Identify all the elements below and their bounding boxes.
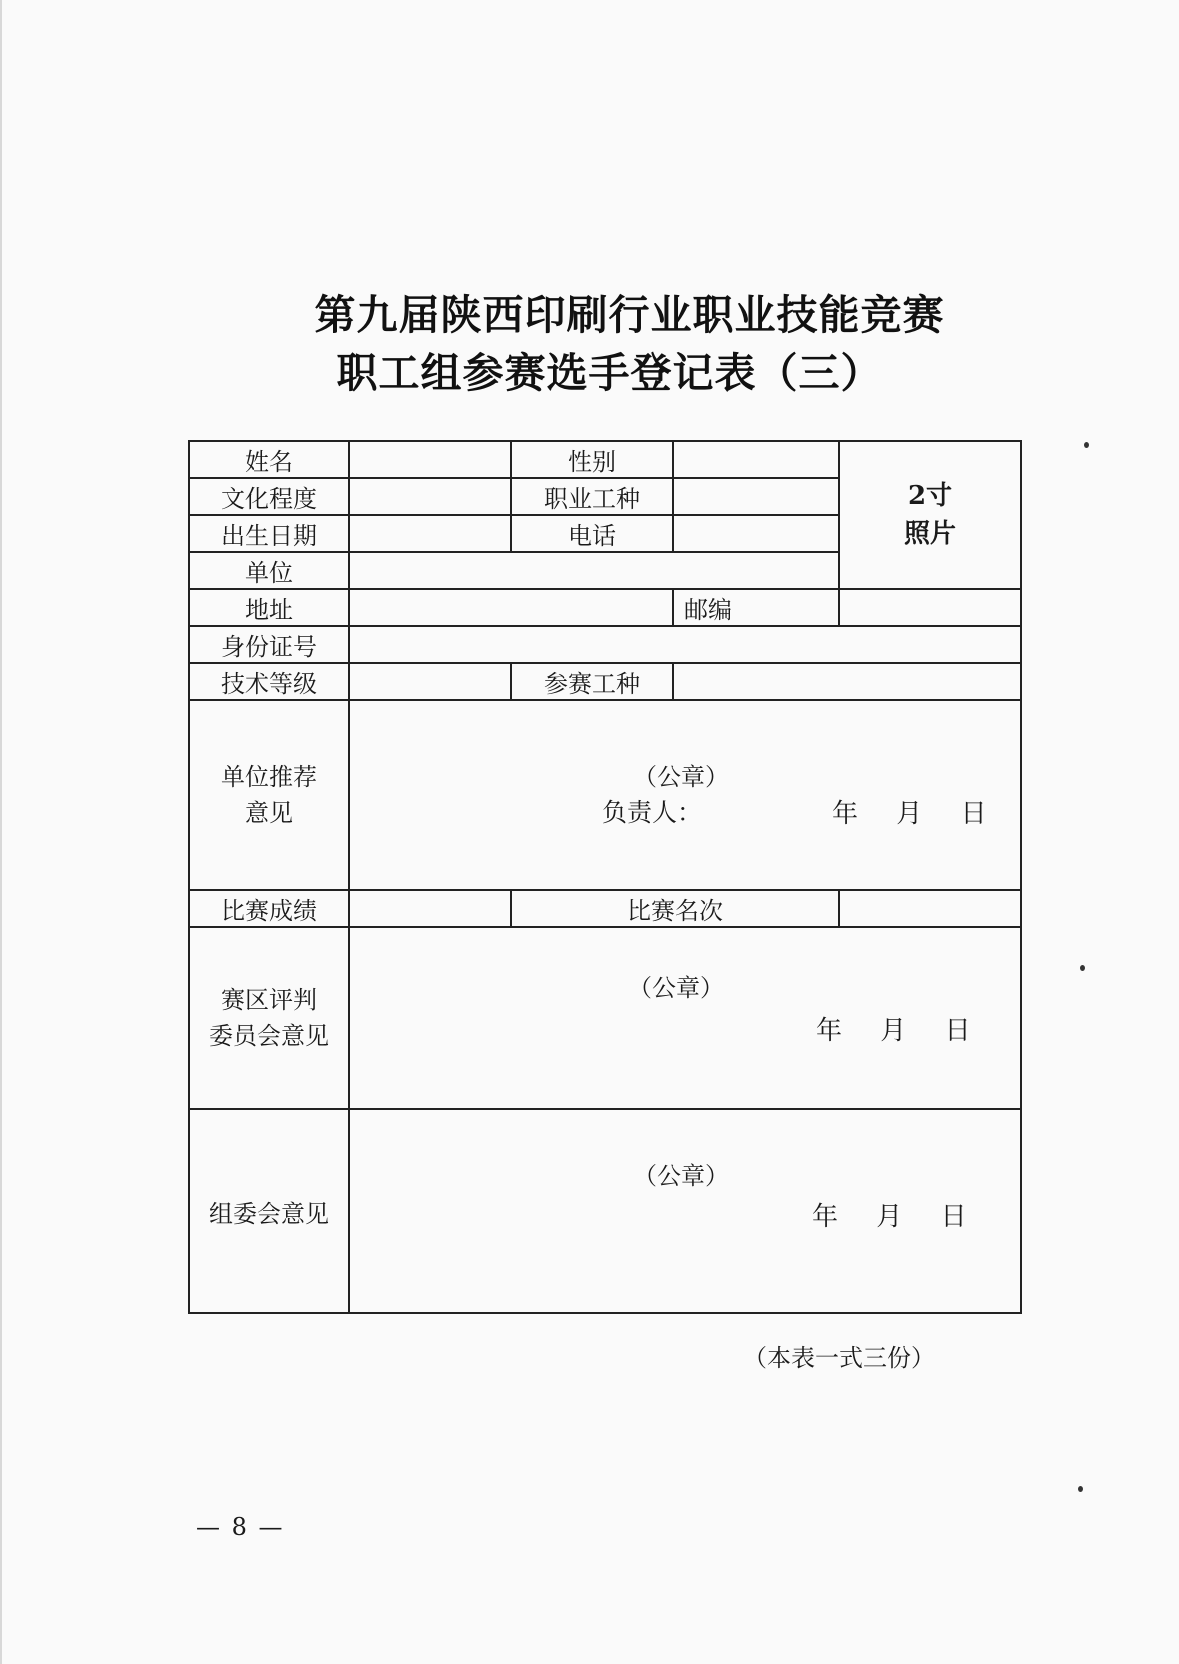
field-address[interactable] [349,589,673,626]
binding-dot-icon [1078,1486,1083,1492]
field-birth-date[interactable] [349,515,511,552]
label-unit-recommend [189,700,349,890]
label-score: 比赛成绩 [189,890,349,927]
unit-recommend-box[interactable] [349,700,1021,890]
responsible-person: 负责人： [602,798,703,827]
field-postcode[interactable] [839,589,1021,626]
field-unit[interactable] [349,552,839,589]
field-phone[interactable] [673,515,839,552]
field-gender[interactable] [673,441,839,478]
committee-date [812,1196,969,1233]
district-line1: 赛区评判 [221,986,317,1014]
copies-note: （本表一式三份） [743,1344,935,1372]
title-line-2: 职工组参赛选手登记表（三） [336,349,883,397]
committee-date-month: 月 [876,1202,905,1232]
label-contest-type: 参赛工种 [511,663,673,700]
photo-label: 照片 [903,519,956,549]
field-education[interactable] [349,478,511,515]
unit-date [832,793,989,830]
registration-form [188,440,1022,1314]
photo-box[interactable] [839,441,1021,589]
photo-size: 2寸 [907,481,953,511]
label-district [189,927,349,1109]
committee-seal: （公章） [633,1162,729,1190]
label-ranking: 比赛名次 [511,890,839,927]
title-line-1: 第九届陕西印刷行业职业技能竞赛 [314,291,945,339]
district-date-year: 年 [816,1016,845,1046]
committee-date-year: 年 [812,1202,841,1232]
district-date-month: 月 [880,1016,909,1046]
district-seal: （公章） [628,974,724,1002]
page-number: — 8 — [196,1513,285,1541]
label-committee: 组委会意见 [189,1109,349,1313]
label-job-type: 职业工种 [511,478,673,515]
label-tech-level: 技术等级 [189,663,349,700]
district-date-day: 日 [944,1016,973,1046]
field-job-type[interactable] [673,478,839,515]
committee-box[interactable] [349,1109,1021,1313]
label-postcode: 邮编 [673,589,839,626]
label-name: 姓名 [189,441,349,478]
binding-dot-icon [1080,965,1085,971]
field-ranking[interactable] [839,890,1021,927]
unit-seal: （公章） [633,763,729,791]
field-score[interactable] [349,890,511,927]
district-line2: 委员会意见 [209,1022,329,1050]
unit-date-year: 年 [832,799,861,829]
label-education: 文化程度 [189,478,349,515]
district-box[interactable] [349,927,1021,1109]
unit-recommend-line1: 单位推荐 [221,763,317,791]
label-address: 地址 [189,589,349,626]
label-id-number: 身份证号 [189,626,349,663]
district-date [816,1010,973,1047]
label-unit: 单位 [189,552,349,589]
field-id-number[interactable] [349,626,1021,663]
unit-recommend-line2: 意见 [245,799,293,827]
field-tech-level[interactable] [349,663,511,700]
field-contest-type[interactable] [673,663,1021,700]
label-gender: 性别 [511,441,673,478]
label-birth-date: 出生日期 [189,515,349,552]
unit-date-day: 日 [960,799,989,829]
binding-dot-icon [1084,442,1089,448]
field-name[interactable] [349,441,511,478]
unit-date-month: 月 [896,799,925,829]
label-phone: 电话 [511,515,673,552]
committee-date-day: 日 [940,1202,969,1232]
